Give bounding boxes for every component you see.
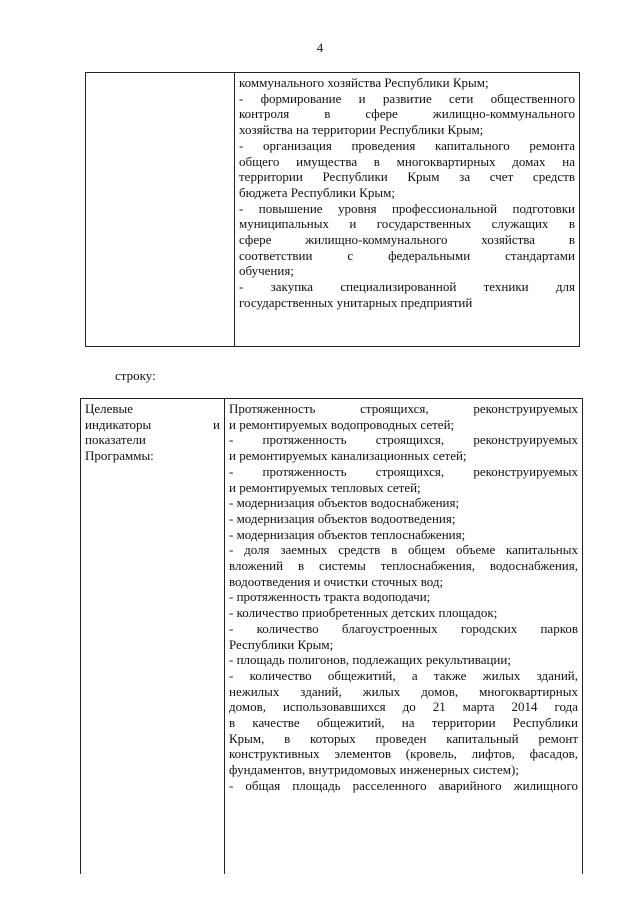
text-line: - модернизация объектов теплоснабжения; [229,526,466,542]
text-line: территории Республики Крым за счет средств [239,169,575,185]
text-line: - закупка специализированной техники для [239,279,575,295]
text-line: бюджета Республики Крым; [239,184,395,200]
right-cell-text [235,73,580,347]
label-line: Целевые [85,401,134,416]
continuation-table [85,72,580,347]
text-line: и ремонтируемых тепловых сетей; [229,479,421,495]
text-line: водоотведения и очистки сточных вод; [229,573,444,589]
label-line: показатели [85,432,146,448]
text-line: домов, использовавшихся до 21 марта 2014 года [229,699,578,715]
text-line: муниципальных и государственных служащих в [239,216,575,232]
text-line: сфере жилищно-коммунального хозяйства в [239,232,575,248]
text-line: - количество приобретенных детских площадок; [229,605,498,621]
text-line: конструктивных элементов (кровель, лифтов, фасадов, [229,746,578,762]
text-line: в качестве общежитий, на территории Республики [229,715,578,731]
text-line: хозяйства на территории Республики Крым; [239,122,484,138]
text-line: обучения; [239,263,294,279]
text-line: Республики Крым; [229,636,334,652]
indicators-label-cell [81,399,225,875]
text-line: и ремонтируемых водопроводных сетей; [229,416,455,432]
text-line: - доля заемных средств в общем объеме капитальных [229,542,578,558]
text-line: - количество благоустроенных городских парков [229,620,578,636]
label-line-row [85,417,220,433]
text-line: и ремонтируемых канализационных сетей; [229,448,467,464]
text-line: вложений в системы теплоснабжения, водоснабжения, [229,558,578,574]
indicators-text-cell [225,399,583,875]
label-line: и [213,416,220,432]
text-line: - протяженность тракта водоподачи; [229,589,431,605]
text-line: коммунального хозяйства Республики Крым; [239,75,489,90]
text-line: - повышение уровня профессиональной подготовки [239,200,575,216]
text-line: - модернизация объектов водоотведения; [229,510,456,526]
row-intro-label: строку: [115,368,156,383]
text-line: Протяженность строящихся, реконструируемых [229,401,578,416]
text-line: государственных унитарных предприятий [239,294,473,310]
label-line: Программы: [85,448,154,464]
text-line: - площадь полигонов, подлежащих рекультивации; [229,652,511,668]
text-line: - количество общежитий, а также жилых зданий, [229,667,578,683]
text-line: - общая площадь расселенного аварийного жилищного [229,777,578,793]
text-line: - организация проведения капитального ремонта [239,137,575,153]
text-line: общего имущества в многоквартирных домах на [239,153,575,169]
left-cell-empty [86,73,235,347]
text-line: - формирование и развитие сети общественного [239,90,575,106]
text-line: соответствии с федеральными стандартами [239,247,575,263]
text-line: нежилых зданий, жилых домов, многоквартирных [229,683,578,699]
text-line: - протяженность строящихся, реконструируемых [229,463,578,479]
text-line: фундаментов, внутридомовых инженерных систем); [229,762,519,778]
text-line: - модернизация объектов водоснабжения; [229,495,460,511]
text-line: Крым, в которых проведен капитальный ремонт [229,730,578,746]
indicators-table [80,398,583,874]
page-number: 4 [316,40,324,55]
text-line: - протяженность строящихся, реконструируемых [229,432,578,448]
text-line: контроля в сфере жилищно-коммунального [239,106,575,122]
label-line: индикаторы [85,416,152,432]
